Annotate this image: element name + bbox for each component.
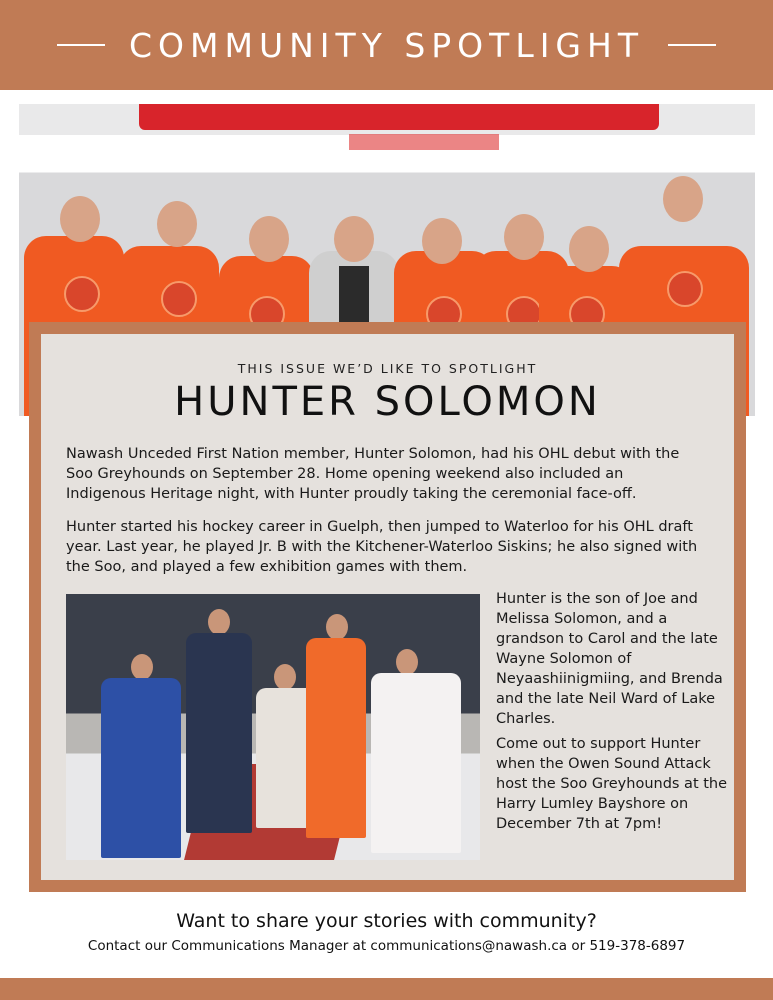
left-rule: [57, 44, 105, 46]
header-banner: [0, 0, 773, 90]
career-paragraph: Hunter started his hockey career in Guelph, then jumped to Waterloo for his OHL draft year. Last year, he played Jr. B with the Kitchener-Waterloo Siskins; he also signed with the Soo, and played a few exhibition games with them.: [66, 519, 698, 575]
footer-question: Want to share your stories with community?: [176, 910, 597, 932]
arena-banner-sub: [349, 134, 499, 150]
page-title: COMMUNITY SPOTLIGHT: [129, 25, 644, 65]
spotlight-kicker: THIS ISSUE WE’D LIKE TO SPOTLIGHT: [237, 361, 538, 376]
spotlight-name: HUNTER SOLOMON: [174, 379, 601, 425]
footer-contact: Contact our Communications Manager at communications@nawash.ca or 519-378-6897: [87, 938, 686, 954]
event-paragraph: Come out to support Hunter when the Owen Sound Attack host the Soo Greyhounds at the Harry Lumley Bayshore on December 7th at 7pm!: [496, 736, 728, 832]
intro-paragraph: Nawash Unceded First Nation member, Hunter Solomon, had his OHL debut with the Soo Greyhounds on September 28. Home opening weekend also included an Indigenous Heritage night, with Hunter proudly taking the ceremonial face-off.: [66, 446, 680, 502]
family-paragraph: Hunter is the son of Joe and Melissa Solomon, and a grandson to Carol and the late Wayne Solomon of Neyaashiinigmiing, and Brenda and the late Neil Ward of Lake Charles.: [496, 591, 723, 727]
faceoff-photo: [66, 594, 480, 860]
spotlight-card: [29, 322, 746, 892]
right-rule: [668, 44, 716, 46]
bottom-bar: [0, 978, 773, 1000]
arena-banner: [139, 104, 659, 130]
spotlight-card-inner: [41, 334, 734, 880]
